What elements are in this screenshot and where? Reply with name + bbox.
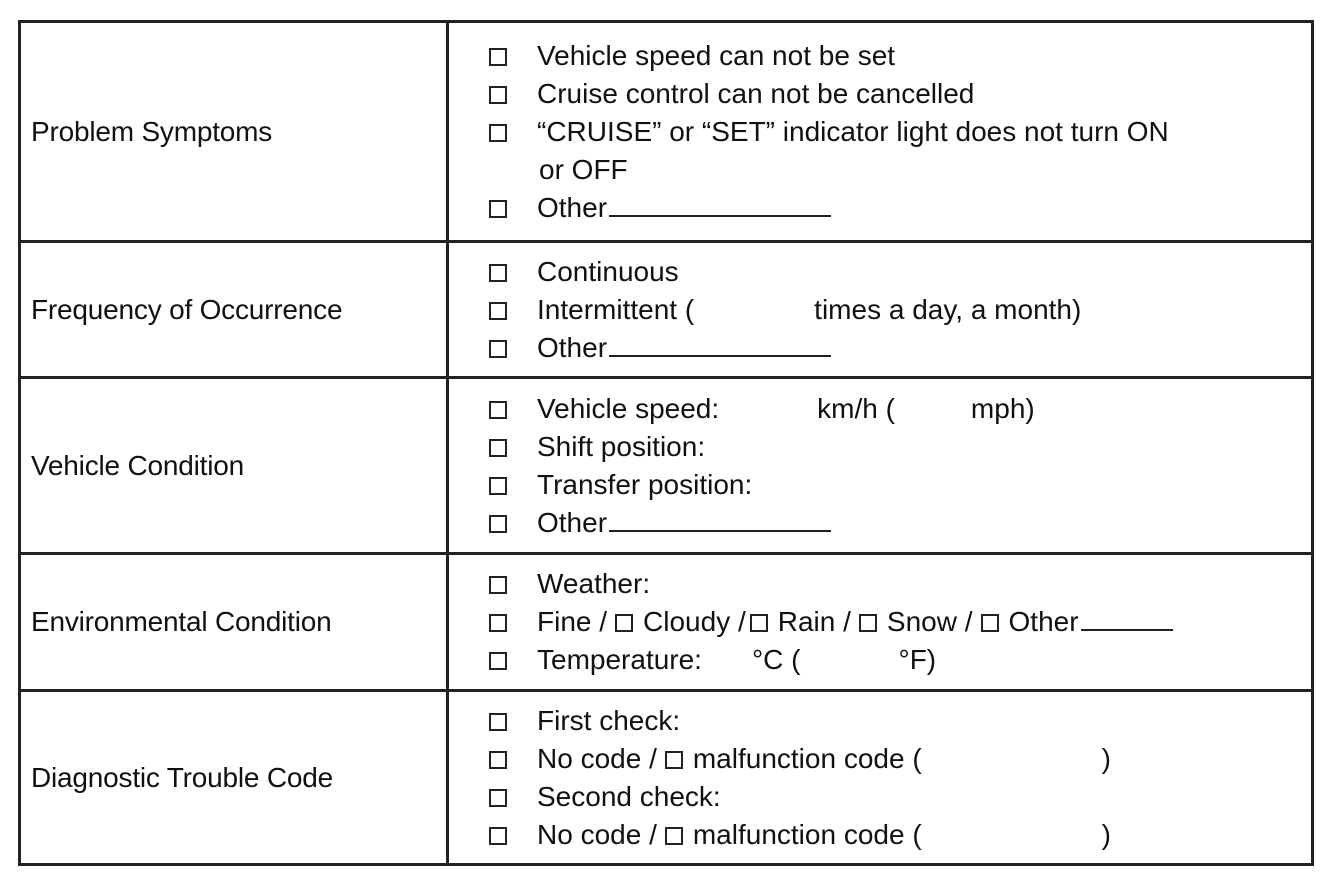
option-line: [489, 253, 1311, 291]
option-line: [489, 466, 1311, 504]
option-text: ): [1101, 818, 1111, 850]
checkbox[interactable]: [615, 614, 633, 632]
option-text: malfunction code (: [692, 742, 922, 774]
option-text: Transfer position:: [537, 468, 753, 500]
checkbox[interactable]: [489, 576, 507, 594]
row-label: Vehicle Condition: [21, 379, 449, 552]
option-line: [489, 816, 1311, 854]
checkbox[interactable]: [489, 713, 507, 731]
option-line: [489, 189, 1311, 227]
option-text: Temperature:: [537, 644, 702, 675]
option-text: Cloudy /: [643, 606, 746, 637]
checkbox[interactable]: [489, 439, 507, 457]
checkbox[interactable]: [489, 200, 507, 218]
checkbox[interactable]: [489, 614, 507, 632]
checkbox[interactable]: [489, 48, 507, 66]
option-text: Fine /: [537, 606, 608, 637]
checkbox[interactable]: [665, 751, 683, 769]
option-text: malfunction code (: [692, 818, 922, 850]
fill-in-blank[interactable]: [609, 191, 831, 217]
option-line: [489, 740, 1311, 778]
checkbox[interactable]: [489, 515, 507, 533]
checkbox[interactable]: [489, 751, 507, 769]
checkbox[interactable]: [489, 86, 507, 104]
checkbox[interactable]: [859, 614, 877, 632]
fill-in-blank[interactable]: [609, 331, 831, 357]
option-line: [489, 329, 1311, 367]
option-line: [489, 75, 1311, 113]
option-line: [489, 291, 1311, 329]
row-diagnostic-trouble-code: [21, 692, 1311, 863]
option-text: Rain /: [777, 606, 851, 637]
option-line: [489, 390, 1311, 428]
option-line: [489, 603, 1311, 641]
option-text: “CRUISE” or “SET” indicator light does not turn ON: [537, 115, 1169, 147]
row-environmental-condition: [21, 555, 1311, 692]
checkbox[interactable]: [489, 652, 507, 670]
option-text: Second check:: [537, 780, 721, 812]
option-text: Other: [537, 506, 608, 538]
checkbox[interactable]: [489, 124, 507, 142]
checkbox[interactable]: [489, 827, 507, 845]
fill-in-blank[interactable]: [1081, 605, 1173, 631]
option-text: Other: [537, 331, 608, 363]
option-text: °C (: [751, 644, 801, 675]
checkbox[interactable]: [489, 264, 507, 282]
option-line: [489, 565, 1311, 603]
checkbox[interactable]: [489, 789, 507, 807]
option-text: Vehicle speed can not be set: [537, 39, 896, 71]
options-cell: [449, 23, 1311, 240]
row-label: Environmental Condition: [21, 555, 449, 689]
option-text: or OFF: [539, 153, 628, 185]
option-text: °F): [898, 644, 937, 675]
option-text: Continuous: [537, 255, 679, 287]
option-text: ): [1101, 742, 1111, 774]
row-label: Diagnostic Trouble Code: [21, 692, 449, 863]
options-cell: [449, 379, 1311, 552]
option-text: times a day, a month): [814, 293, 1082, 325]
option-text: No code /: [537, 818, 657, 850]
option-line: [489, 778, 1311, 816]
option-text: Intermittent (: [537, 293, 695, 325]
checkbox[interactable]: [981, 614, 999, 632]
row-problem-symptoms: [21, 23, 1311, 243]
problem-check-form: [18, 20, 1314, 866]
option-text: Shift position:: [537, 430, 706, 462]
checkbox[interactable]: [665, 827, 683, 845]
checkbox[interactable]: [750, 614, 768, 632]
option-text: Other: [1008, 606, 1079, 637]
option-text: Cruise control can not be cancelled: [537, 77, 975, 109]
option-text: Snow /: [886, 606, 973, 637]
fill-in-blank[interactable]: [609, 506, 831, 532]
checkbox[interactable]: [489, 401, 507, 419]
checkbox[interactable]: [489, 477, 507, 495]
option-line: [489, 702, 1311, 740]
row-label: Frequency of Occurrence: [21, 243, 449, 376]
row-vehicle-condition: [21, 379, 1311, 555]
options-cell: [449, 555, 1311, 689]
option-line: [489, 37, 1311, 75]
option-text: Vehicle speed:: [537, 392, 720, 424]
option-line-continued: [489, 151, 1311, 189]
option-text: Other: [537, 191, 608, 223]
option-line: [489, 641, 1311, 679]
option-line: [489, 504, 1311, 542]
checkbox[interactable]: [489, 302, 507, 320]
options-cell: [449, 243, 1311, 376]
options-cell: [449, 692, 1311, 863]
option-text: mph): [970, 392, 1035, 424]
option-line: [489, 428, 1311, 466]
option-text: No code /: [537, 742, 657, 774]
option-text: Weather:: [537, 568, 651, 599]
option-text: km/h (: [817, 392, 895, 424]
row-label: Problem Symptoms: [21, 23, 449, 240]
row-frequency-of-occurrence: [21, 243, 1311, 379]
option-text: First check:: [537, 704, 681, 736]
option-line: [489, 113, 1311, 151]
checkbox[interactable]: [489, 340, 507, 358]
